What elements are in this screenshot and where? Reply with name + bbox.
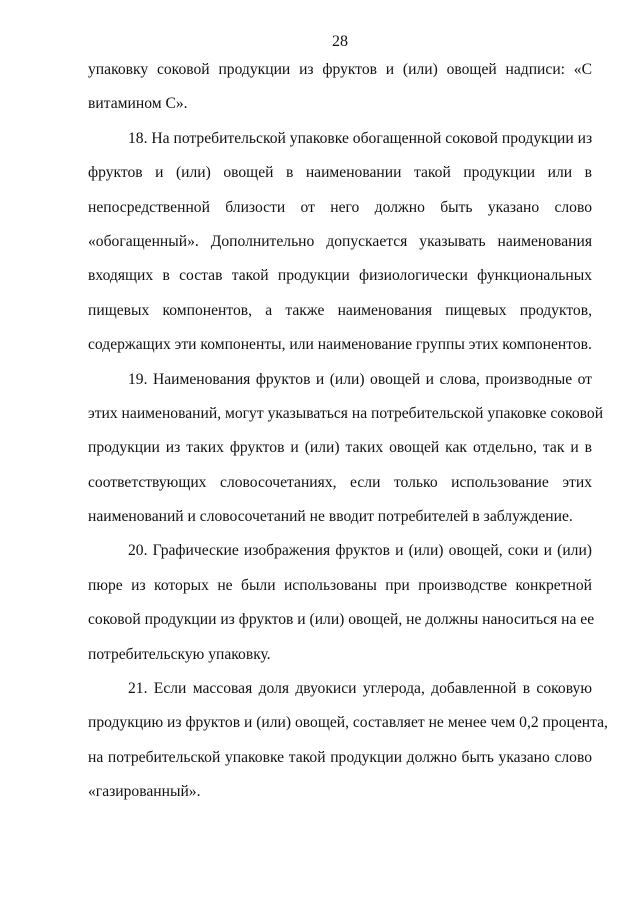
text-line: наименований и словосочетаний не вводит потребителей в заблуждение. xyxy=(88,508,573,526)
text-line: этих наименований, могут указываться на потребительской упаковке соковой xyxy=(88,404,604,422)
text-line: содержащих эти компоненты, или наименование группы этих компонентов. xyxy=(88,336,592,354)
paragraph xyxy=(88,534,595,672)
document-body xyxy=(88,53,608,810)
paragraph xyxy=(88,53,592,122)
text-line: 19. Наименования фруктов и (или) овощей и слова, производные от xyxy=(128,370,592,388)
text-line: 21. Если массовая доля двуокиси углерода, добавленной в соковую xyxy=(128,680,592,698)
text-line: фруктов и (или) овощей в наименовании такой продукции или в xyxy=(88,164,592,182)
text-line: соковой продукции из фруктов и (или) овощей, не должны наноситься на ее xyxy=(88,611,595,629)
text-line: «газированный». xyxy=(88,783,201,801)
text-line: на потребительской упаковке такой продукции должно быть указано слово xyxy=(88,748,592,766)
text-line: продукцию из фруктов и (или) овощей, составляет не менее чем 0,2 процента, xyxy=(88,714,608,732)
text-line: витамином С». xyxy=(88,95,188,113)
page-number: 28 xyxy=(332,33,348,50)
paragraph xyxy=(88,672,608,810)
text-line: 20. Графические изображения фруктов и (или) овощей, соки и (или) xyxy=(128,542,592,560)
text-line: входящих в состав такой продукции физиологически функциональных xyxy=(88,267,592,285)
text-line: упаковку соковой продукции из фруктов и (или) овощей надписи: «С xyxy=(88,61,592,78)
text-line: потребительскую упаковку. xyxy=(88,645,271,663)
text-line: 18. На потребительской упаковке обогащенной соковой продукции из xyxy=(128,129,593,147)
text-line: соответствующих словосочетаниях, если только использование этих xyxy=(88,473,592,491)
paragraph xyxy=(88,363,604,535)
text-line: непосредственной близости от него должно быть указано слово xyxy=(88,198,592,216)
text-line: пюре из которых не были использованы при производстве конкретной xyxy=(88,576,592,594)
paragraph xyxy=(88,122,592,363)
text-line: пищевых компонентов, а также наименования пищевых продуктов, xyxy=(88,301,592,319)
text-line: «обогащенный». Дополнительно допускается указывать наименования xyxy=(88,232,592,250)
text-line: продукции из таких фруктов и (или) таких овощей как отдельно, так и в xyxy=(88,439,592,457)
